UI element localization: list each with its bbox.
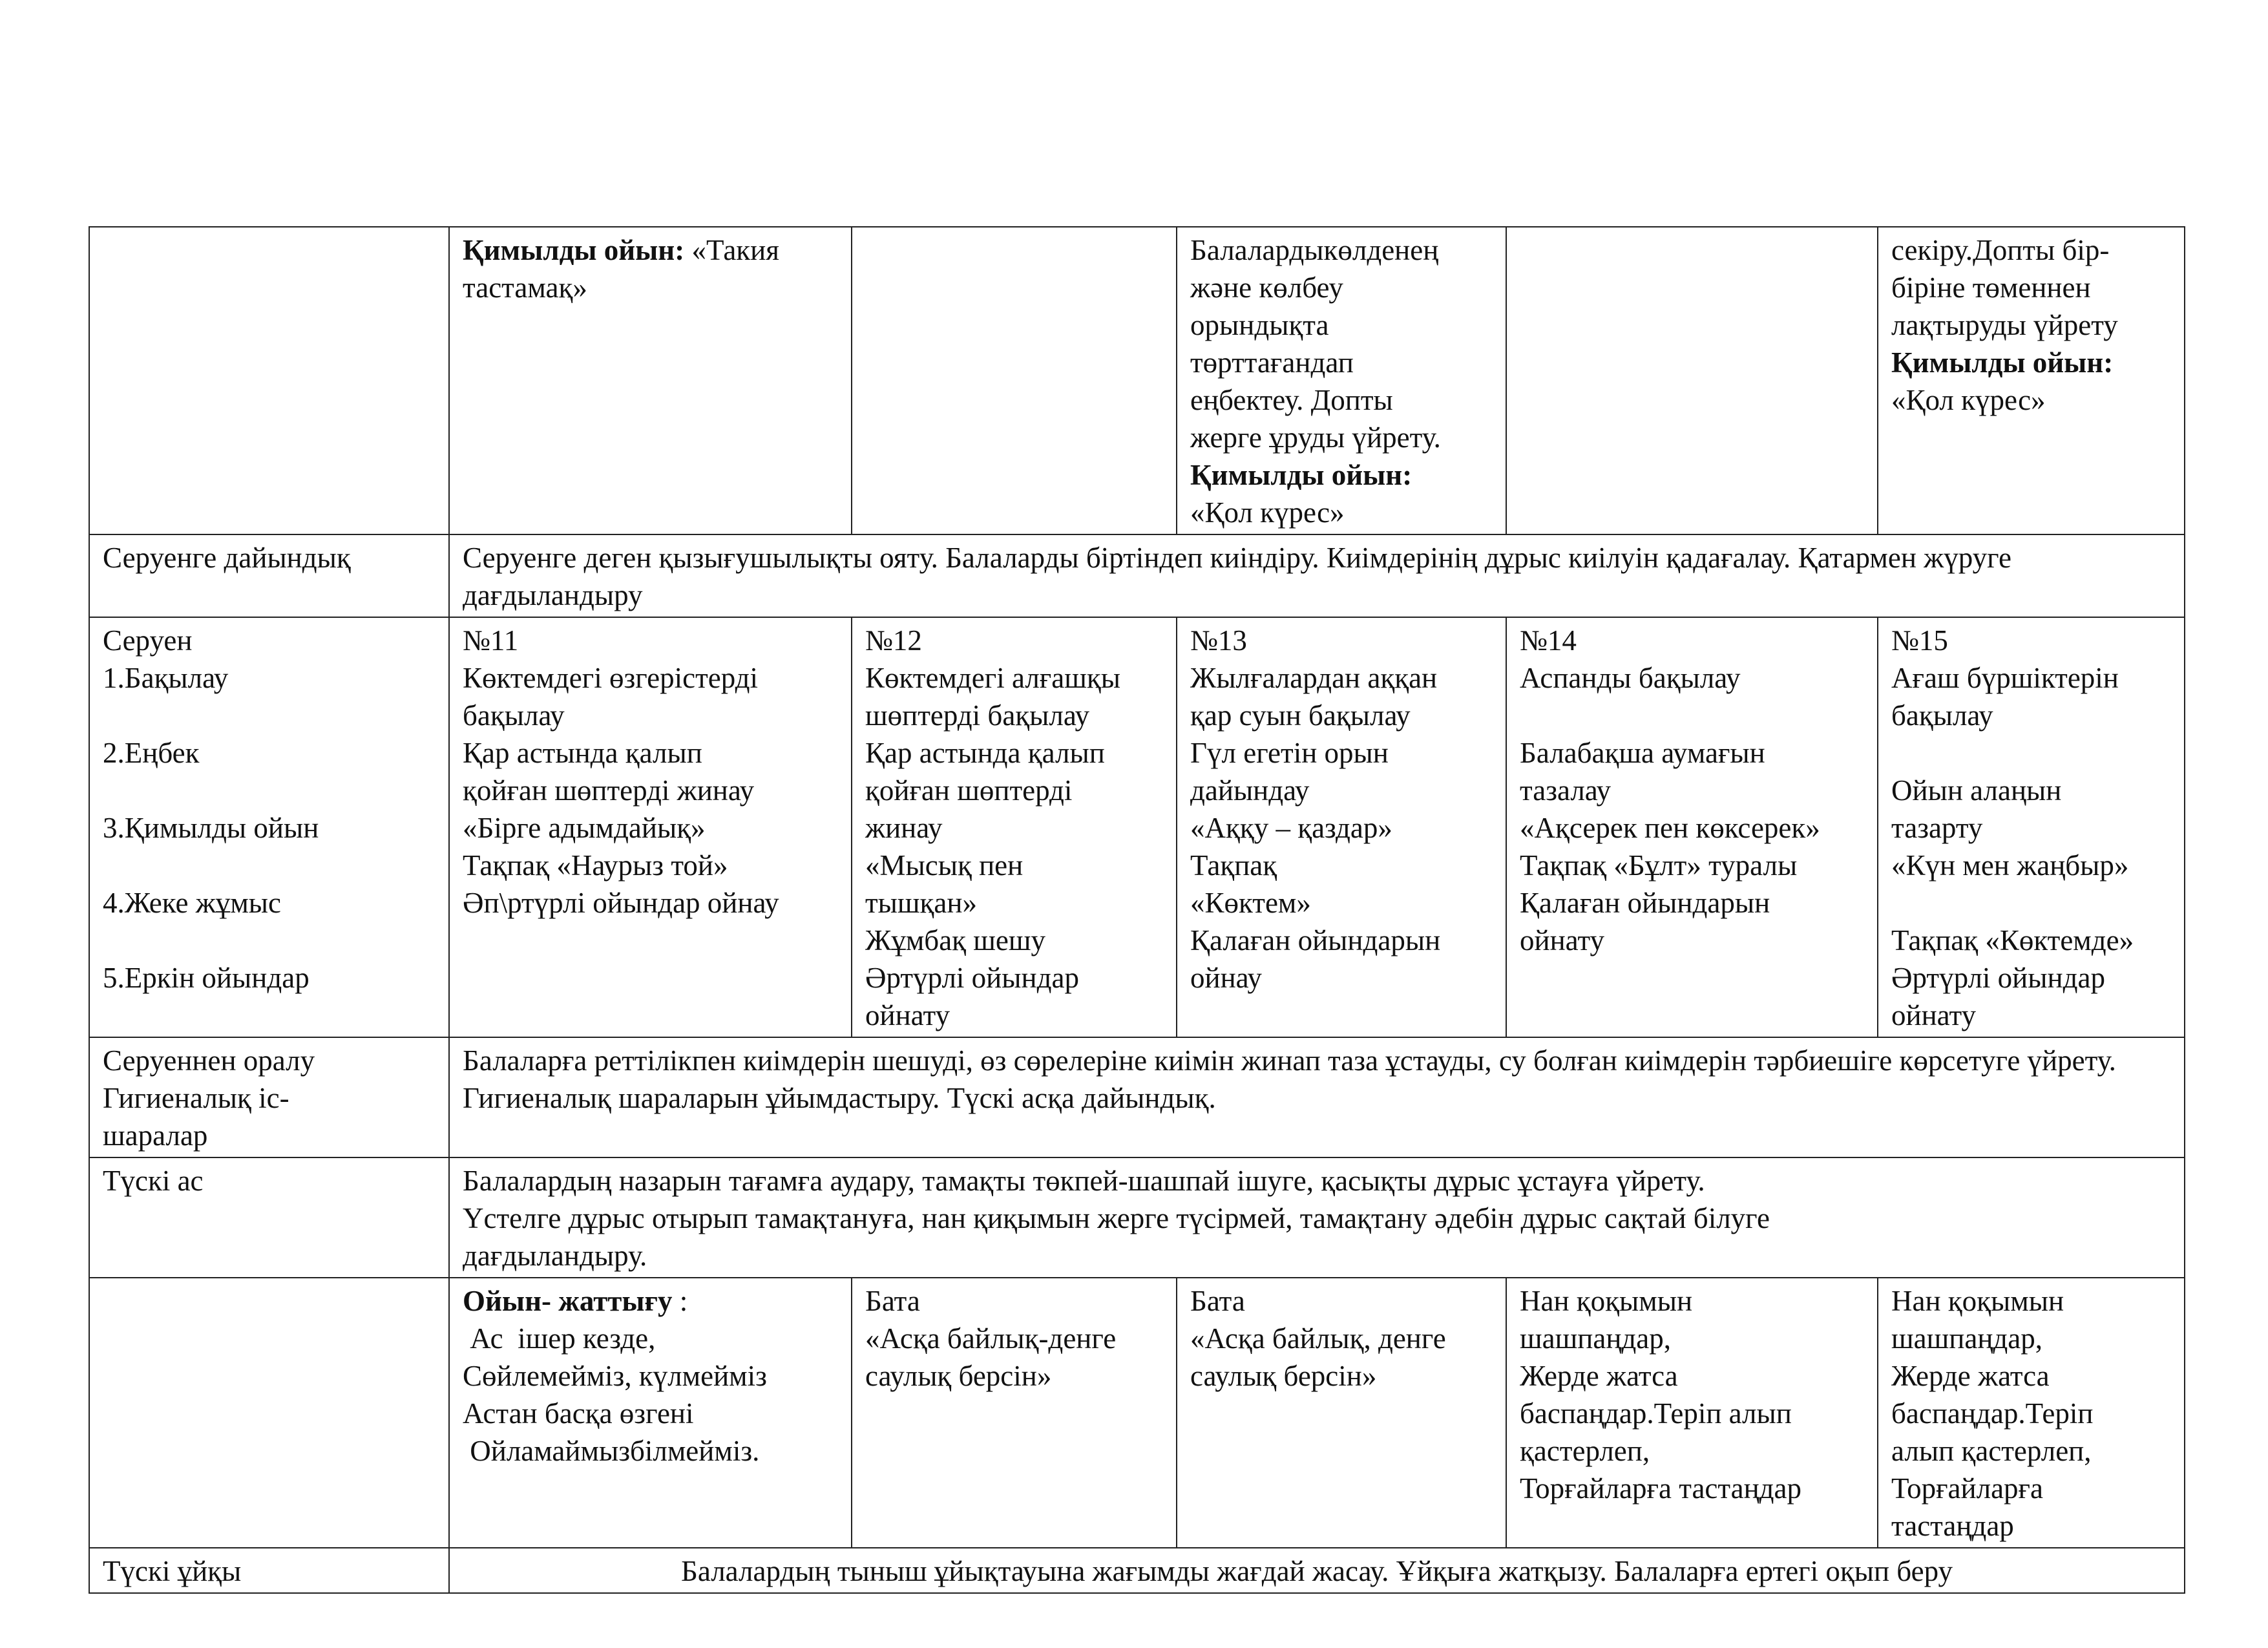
cell-lunch-bread-1: Нан қоқымын шашпаңдар, Жерде жатса баспаңдар.Теріп алып қастерлеп, Торғайларға тастаңдар	[1506, 1278, 1878, 1548]
cell-lunch-bread-2: Нан қоқымын шашпаңдар, Жерде жатса баспаңдар.Теріп алып қастерлеп, Торғайларға тастаңдар	[1878, 1278, 2185, 1548]
cell-walk-13: №13 Жылғалардан аққан қар суын бақылау Гүл егетін орын дайындау «Аққу – қаздар» Тақпақ «Көктем» Қалаған ойындарын ойнау	[1177, 617, 1506, 1037]
row-label-empty	[89, 227, 449, 534]
cell-walk-14: №14 Аспанды бақылау Балабақша аумағын тазалау «Ақсерек пен көксерек» Тақпақ «Бұлт» туралы Қалаған ойындарын ойнату	[1506, 617, 1878, 1037]
cell-movement-game-wed: Балалардыкөлденең және көлбеу орындықта төрттағандап еңбектеу. Допты жерге ұруды үйрету. Қимылды ойын: «Қол күрес»	[1177, 227, 1506, 534]
cell-walk-12: №12 Көктемдегі алғашқы шөптерді бақылау Қар астында қалып қойған шөптерді жинау «Мысық пен тышқан» Жұмбақ шешу Әртүрлі ойындар ойнату	[852, 617, 1177, 1037]
row-label-walk-prep: Серуенге дайындық	[89, 534, 449, 617]
table-row-walk	[89, 617, 2185, 1037]
cell-lunch-blessing-2: Бата «Асқа байлық, денге саулық берсін»	[1177, 1278, 1506, 1548]
cell-lunch-blessing-1: Бата «Асқа байлық-денге саулық берсін»	[852, 1278, 1177, 1548]
table-row-walk-prep	[89, 534, 2185, 617]
cell-return-text: Балаларға реттілікпен киімдерін шешуді, өз сөрелеріне киімін жинап таза ұстауды, су болған киімдерін тәрбиешіге көрсетуге үйрету. Гигиеналық шараларын ұйымдастыру. Түскі асқа дайындық.	[449, 1037, 2185, 1157]
cell-walk-prep-text: Серуенге деген қызығушылықты ояту. Балаларды біртіндеп киіндіру. Киімдерінің дұрыс киілуін қадағалау. Қатармен жүруге дағдыландыру	[449, 534, 2185, 617]
table-row-return	[89, 1037, 2185, 1157]
cell-movement-game-fri: секіру.Допты бір- біріне төменнен лақтыруды үйрету Қимылды ойын: «Қол күрес»	[1878, 227, 2185, 534]
row-label-return: Серуеннен оралу Гигиеналық іс- шаралар	[89, 1037, 449, 1157]
cell-lunch-text: Балалардың назарын тағамға аудару, тамақты төкпей-шашпай ішуге, қасықты дұрыс ұстауға үйрету. Үстелге дұрыс отырып тамақтануға, нан қиқымын жерге түсірмей, тамақтану әдебін дұрыс сақтай білуге дағдыландыру.	[449, 1157, 2185, 1278]
row-label-nap: Түскі ұйқы	[89, 1548, 449, 1593]
cell-empty-tue	[852, 227, 1177, 534]
row-label-empty-2	[89, 1278, 449, 1548]
table-row-nap	[89, 1548, 2185, 1593]
cell-empty-thu	[1506, 227, 1878, 534]
daily-plan-table	[89, 226, 2185, 1594]
cell-lunch-game: Ойын- жаттығу : Ас ішер кезде, Сөйлемейміз, күлмейміз Астан басқа өзгені Ойламаймызбілмейміз.	[449, 1278, 852, 1548]
table-row-movement-game	[89, 227, 2185, 534]
table-row-lunch-detail	[89, 1278, 2185, 1548]
row-label-walk: Серуен 1.Бақылау 2.Еңбек 3.Қимылды ойын 4.Жеке жұмыс 5.Еркін ойындар	[89, 617, 449, 1037]
cell-nap-text: Балалардың тыныш ұйықтауына жағымды жағдай жасау. Ұйқыға жатқызу. Балаларға ертегі оқып беру	[449, 1548, 2185, 1593]
cell-walk-11: №11 Көктемдегі өзгерістерді бақылау Қар астында қалып қойған шөптерді жинау «Бірге адымдайық» Тақпақ «Наурыз той» Әп\ртүрлі ойындар ойнау	[449, 617, 852, 1037]
cell-movement-game-mon: Қимылды ойын: «Такия тастамақ»	[449, 227, 852, 534]
cell-walk-15: №15 Ағаш бүршіктерін бақылау Ойын алаңын тазарту «Күн мен жаңбыр» Тақпақ «Көктемде» Әртүрлі ойындар ойнату	[1878, 617, 2185, 1037]
row-label-lunch: Түскі ас	[89, 1157, 449, 1278]
table-row-lunch	[89, 1157, 2185, 1278]
